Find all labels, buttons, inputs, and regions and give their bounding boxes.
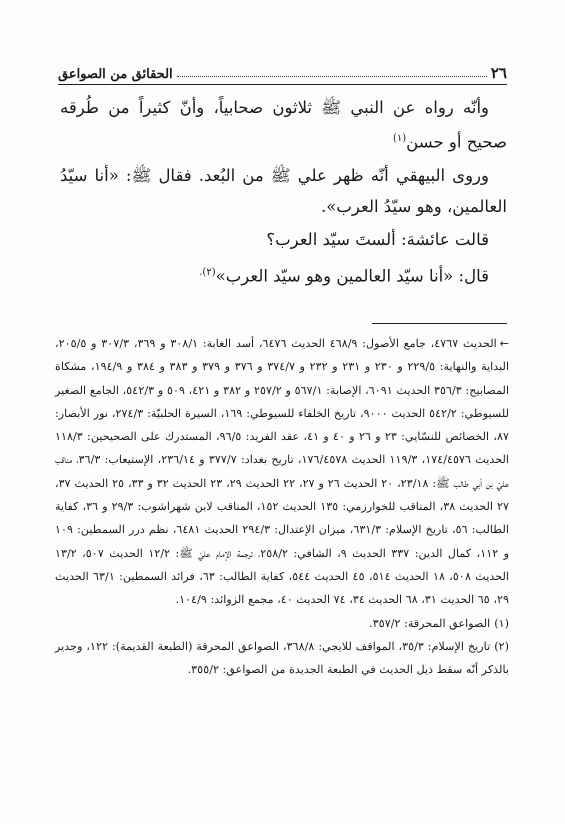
paragraph-1 <box>60 92 507 158</box>
footnote-continuation-text: الحديث ٤٧٦٧، جامع الأصول: ٤٦٨/٩ الحديث ٦٤٧٦، أسد الغابة: ٣٠٨/١ و ٣٦٩، ٣٠٧/٣ و ٢٠٥/٥، البداية والنهاية: ٢٢٩/٥ و ٢٣٠ و ٢٣١ و ٢٣٢ و ٣٧٤/٧ و ٣٧٦ و ٣٧٩ و ٣٨٣ و ٣٨٤ و ١٩٤/٩، مشكاة المصابيح: ٣٥٦/٣ الحديث ٦٠٩١، الإصابة: ٥٦٧/١ و ٢٥٧/٢ و ٣٨٢ و ٤٢١، ٥٠٩ و ٥٤٢/٣، الجامع الصغير للسيوطي: ٥٤٢/٢ الحديث ٩٠٠٠، تاريخ الخلفاء للسيوطي: ١٦٩، السيرة الحلبيّة: ٢٧٤/٣، نور الأبصار: ٨٧، الخصائص للنسّايي: ٢٣ و ٢٦ و ٤٠ و ٤١، عقد الفريد: ٩٦/٥، المستدرك على الصحيحين: ١١٨/٣ الحديث ١٧٤/٤٥٧٦، ١١٩/٣ الحديث ١٧٦/٤٥٧٨، تاريخ بغداد: ٣٧٧/٧ و ٢٣٦/١٤، الإستيعاب: ٣٦/٣، مناقب عليّ بن أبي طالب ﷺ: ٢٣/١٨، ٢٠ الحديث ٢٦ و ٢٧، ٢٢ الحديث ٢٩، ٢٣ الحديث ٣٢ و ٣٣، ٢٥ الحديث ٣٧، ٢٧ الحديث ٣٨، المناقب للخوارزمي: ١٣٥ الحديث ١٥٢، المناقب لابن شهراشوب: ٢٩/٣ و ٣٦، كفاية الطالب: ٥٦، تاريخ الإسلام: ٦٣١/٣، ميزان الإعتدال: ٢٩٤/٣ الحديث ٦٤٨١، نظم درر السمطين: ١٠٩ و ١١٢، كمال الدين: ٣٣٧ الحديث ٩، الشافي: ٢٥٨/٢، ترجمة الإمام عليّ ﷺ: ١٢/٢ الحديث ٥٠٧، ١٣/٢ الحديث ٥٠٨، ١٨ الحديث ٥١٤، ٤٥ الحديث ٥٤٤، كفاية الطالب: ٦٣، فرائد السمطين: ٦٣/١ الحديث ٢٩، ٦٥ الحديث ٣١، ٦٨ الحديث ٣٤، ٧٤ الحديث ٤٠، مجمع الزوائد: ١٠٤/٩. <box>55 337 510 607</box>
page-number: ٢٦ <box>490 64 507 82</box>
footnote-ref-2: (٢). <box>199 266 216 278</box>
footnote-1-number: (١) <box>494 616 509 630</box>
paragraph-4 <box>60 257 507 292</box>
running-title: الحقائق من الصواعق <box>58 67 173 82</box>
paragraph-4-text: قال: «أنا سيّد العالمين وهو سيّد العرب» <box>215 266 489 285</box>
footnote-1 <box>55 612 509 635</box>
footnote-2-text: تاريخ الإسلام: ٣٥/٣، المواقف للايجي: ٣٦٨/٨، الصواعق المحرقة (الطبعة القديمة): ١٢٢، وجدير بالذكر أنّه سقط ذيل الحديث في الطبعة الجديدة من الصواعق: ٣٥٥/٢. <box>55 639 509 677</box>
main-text <box>60 92 507 293</box>
footnote-separator <box>372 323 507 324</box>
paragraph-1-text: وأنّه رواه عن النبي ﷺ ثلاثون صحابياً، وأنّ كثيراً من طُرقه صحيح أو حسن <box>60 98 507 152</box>
footnote-continuation <box>55 332 509 612</box>
footnote-2-number: (٢) <box>494 639 509 653</box>
header-dot-leader <box>177 76 487 77</box>
paragraph-2: وروى البيهقي أنّه ظهر علي ﷺ من البُعد. فقال ﷺ: «أنا سيّدُ العالمين، وهو سيّدُ العرب». <box>60 165 507 216</box>
footnote-1-text: الصواعق المحرقة: ٣٥٧/٢. <box>369 616 491 630</box>
paragraph-3: قالت عائشة: ألستَ سيّد العرب؟ <box>266 229 489 249</box>
footnotes <box>55 332 509 681</box>
footnote-ref-1: (١) <box>392 133 407 144</box>
continuation-arrow-icon: ← <box>499 337 509 350</box>
footnote-2 <box>55 635 509 682</box>
page-header <box>58 62 507 85</box>
